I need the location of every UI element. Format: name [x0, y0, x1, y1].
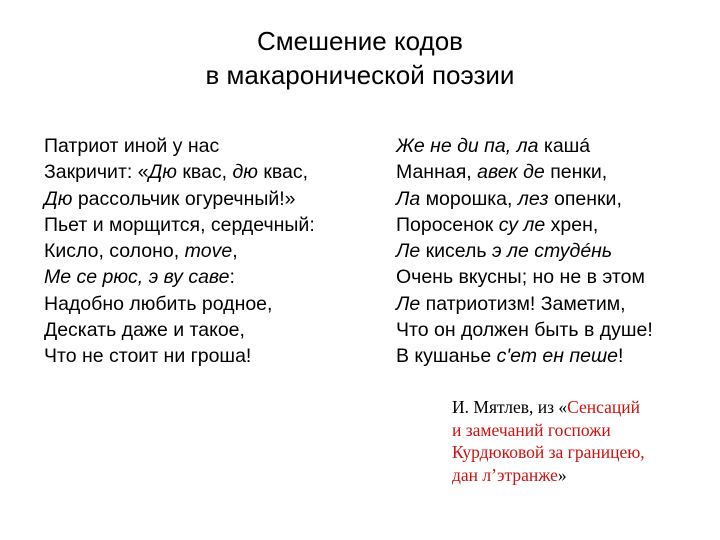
italic-phrase: лез [517, 187, 549, 210]
slide-title [0, 24, 720, 92]
poem-left-line [44, 212, 315, 238]
italic-phrase: э ле студéнь [491, 240, 613, 263]
italic-phrase: Ле [396, 292, 421, 315]
italic-phrase: авек де [477, 161, 545, 184]
text-segment: Надобно любить родное, [44, 292, 273, 315]
citation-line [452, 396, 645, 419]
italic-phrase: move [184, 240, 233, 263]
poem-left-column [44, 133, 315, 370]
poem-left-line [44, 238, 315, 264]
text-segment: хрен, [545, 213, 599, 236]
poem-left-line [44, 159, 315, 185]
poem-left-line [44, 317, 315, 343]
citation-line [452, 419, 645, 442]
red-phrase: Курдюковой за границею, [452, 442, 645, 462]
poem-right-line [396, 212, 653, 238]
poem-right-line [396, 291, 653, 317]
text-segment: , [232, 240, 238, 263]
poem-left-line [44, 133, 315, 159]
text-segment: Поросенок [396, 213, 499, 236]
poem-left-line [44, 343, 315, 369]
text-segment: Пьет и морщится, сердечный: [44, 213, 315, 236]
poem-left-line [44, 186, 315, 212]
poem-right-column [396, 133, 653, 370]
text-segment: опенки, [548, 187, 622, 210]
red-phrase: и замечаний госпожи [452, 419, 611, 440]
poem-right-line [396, 343, 653, 369]
poem-right-line [396, 238, 653, 264]
italic-phrase: су ле [498, 213, 546, 236]
poem-right-line [396, 317, 653, 343]
text-segment: Закричит: « [44, 161, 149, 184]
text-segment: кисель [420, 240, 492, 263]
italic-phrase: Дю [148, 161, 177, 184]
text-segment: пенки, [544, 161, 608, 184]
italic-phrase: с'ет ен пеше [496, 345, 618, 368]
text-segment: Очень вкусны; но не в этом [396, 266, 645, 289]
text-segment: Кисло, солоно, [44, 240, 185, 263]
text-segment: » [557, 464, 567, 485]
italic-phrase: Ме се рюс, э ву саве [44, 266, 230, 289]
poem-left-line [44, 264, 315, 290]
title-line-2: в макаронической поэзии [205, 60, 515, 90]
text-segment: кашá [538, 135, 591, 157]
title-line-1: Смешение кодов [257, 26, 463, 56]
text-segment: морошка, [420, 187, 518, 210]
text-segment: Дескать даже и такое, [44, 319, 245, 342]
poem-right-line [396, 133, 653, 159]
poem-right-line [396, 159, 653, 185]
text-segment: патриотизм! Заметим, [420, 292, 626, 315]
red-phrase: дан л’этранже [452, 464, 558, 485]
text-segment: квас, [176, 161, 233, 184]
italic-phrase: Ле [396, 240, 421, 263]
text-segment: квас, [257, 161, 309, 184]
text-segment: Патриот иной у нас [44, 135, 220, 157]
text-segment: Что не стоит ни гроша! [44, 345, 252, 368]
text-segment: рассольчик огуречный!» [72, 187, 296, 210]
italic-phrase: Же не ди па, ла [396, 135, 539, 157]
italic-phrase: дю [232, 161, 258, 184]
poem-left-line [44, 291, 315, 317]
text-segment: : [229, 266, 235, 289]
citation-line [452, 464, 645, 487]
citation-line [452, 441, 645, 464]
poem-right-line [396, 264, 653, 290]
red-phrase: Сенсаций [567, 397, 641, 417]
citation-block [452, 396, 645, 486]
text-segment: Манная, [396, 161, 478, 184]
text-segment: В кушанье [396, 345, 497, 368]
italic-phrase: Ла [396, 187, 421, 210]
italic-phrase: Дю [44, 187, 73, 210]
text-segment: ! [617, 345, 624, 368]
text-segment: Что он должен быть в душе! [396, 319, 653, 342]
poem-right-line [396, 186, 653, 212]
text-segment: И. Мятлев, из « [452, 397, 568, 417]
